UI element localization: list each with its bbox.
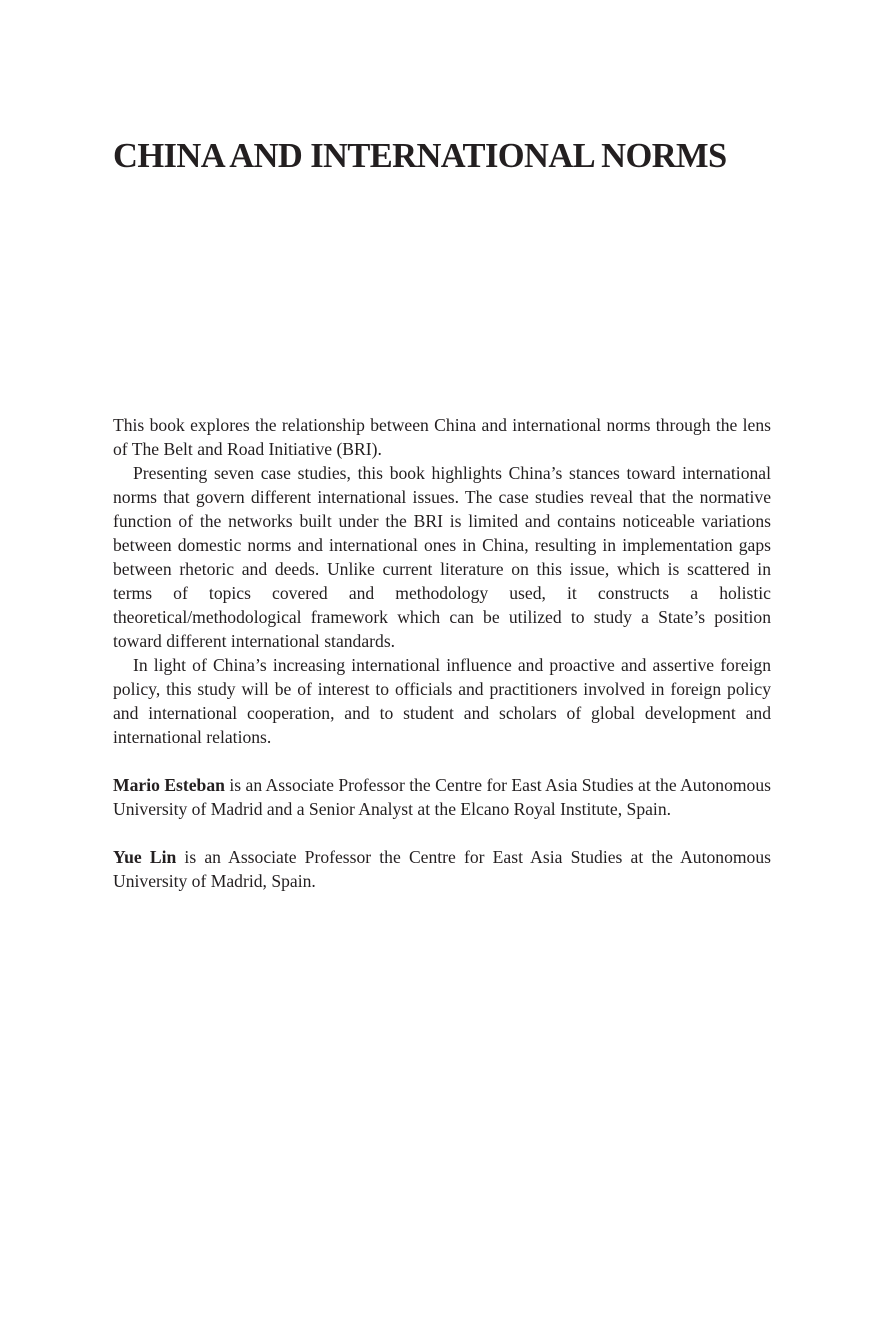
author-name-2: Yue Lin (113, 847, 177, 867)
book-title: CHINA AND INTERNATIONAL NORMS (113, 137, 727, 175)
description-paragraph-2: Presenting seven case studies, this book highlights China’s stances toward international norms that govern different international issues. The case studies reveal that the normative function of the networks built under the BRI is limited and contains noticeable variations between domestic norms and international ones in China, resulting in implementation gaps between rhetoric and deeds. Unlike current literature on this issue, which is scattered in terms of topics covered and methodology used, it constructs a holistic theoretical/methodological framework which can be utilized to study a State’s position toward different international standards. (113, 463, 771, 651)
author-name-1: Mario Esteban (113, 775, 225, 795)
author-bio-text-2: is an Associate Professor the Centre for East Asia Studies at the Autonomous University of Madrid, Spain. (113, 847, 771, 891)
author-bio-1 (113, 773, 771, 821)
author-bio-2 (113, 845, 771, 893)
book-description (113, 413, 771, 893)
description-paragraph-3: In light of China’s increasing international influence and proactive and assertive foreign policy, this study will be of interest to officials and practitioners involved in foreign policy and international cooperation, and to student and scholars of global development and international relations. (113, 655, 771, 747)
description-paragraph-1: This book explores the relationship between China and international norms through the lens of The Belt and Road Initiative (BRI). (113, 415, 771, 459)
author-bio-text-1: is an Associate Professor the Centre for East Asia Studies at the Autonomous University of Madrid and a Senior Analyst at the Elcano Royal Institute, Spain. (113, 775, 771, 819)
